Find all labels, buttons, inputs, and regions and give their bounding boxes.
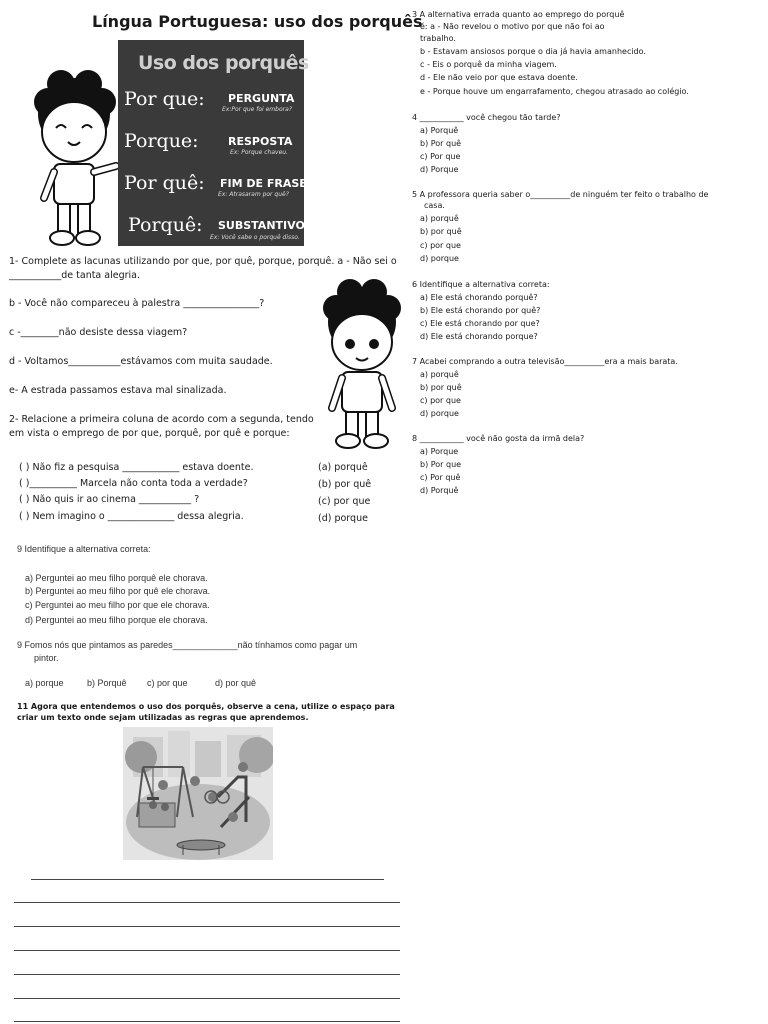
q2-left-3: ( ) Não quis ir ao cinema ___________ ? [19,494,200,505]
q2-right-1: (a) porquê [318,462,368,473]
q7-option-a: a) porquê [420,370,459,379]
q4-stem: 4 ___________ você chegou tão tarde? [412,113,561,122]
q9b-option-b: b) Porquê [87,678,127,688]
q2-stem-line1: 2- Relacione a primeira coluna de acordo com a segunda, tendo [9,414,314,425]
q8-option-b: b) Por que [420,460,462,469]
q7-option-c: c) por que [420,396,461,405]
q7-stem: 7 Acabei comprando a outra televisão__________era a mais barata. [412,357,678,366]
board-word-4: Porquê: [128,214,203,236]
q1-item-b: b - Você não compareceu à palestra ________________? [9,298,265,309]
q3-stem: 3 A alternativa errada quanto ao emprego do porquê [412,10,625,19]
porques-board [118,40,309,246]
q4-option-c: c) Por que [420,152,461,161]
board-word-2: Porque: [124,130,199,152]
q2-left-4: ( ) Nem imagino o ______________ dessa alegria. [19,511,244,522]
writing-line-5[interactable] [14,974,400,975]
q3-line-1: é: a - Não revelou o motivo por que não foi ao [420,22,605,31]
board-example-2: Ex: Porque chaveu. [230,149,288,156]
q6-option-c: c) Ele está chorando por que? [420,319,540,328]
board-example-3: Ex: Atrasaram por quê? [218,191,289,198]
q5-stem-line2: casa. [424,201,445,210]
q6-option-a: a) Ele está chorando porquê? [420,293,538,302]
q1-item-e: e- A estrada passamos estava mal sinalizada. [9,385,227,396]
writing-line-1[interactable] [31,879,384,880]
writing-line-6[interactable] [14,998,400,999]
q3-line-2: trabalho. [420,34,456,43]
q6-stem: 6 Identifique a alternativa correta: [412,280,550,289]
q8-option-a: a) Porque [420,447,459,456]
board-word-1: Por que: [124,88,205,110]
q2-right-4: (d) porque [318,513,368,524]
q4-option-d: d) Porque [420,165,459,174]
q1-item-c: c -________não desiste dessa viagem? [9,327,188,338]
q9a-option-d: d) Perguntei ao meu filho porque ele chorava. [25,615,208,625]
board-word-3: Por quê: [124,172,205,194]
q3-line-4: c - Eis o porquê da minha viagem. [420,60,557,69]
board-example-1: Ex:Por que foi embora? [222,106,292,113]
q3-line-3: b - Estavam ansiosos porque o dia já havia amanhecido. [420,47,646,56]
q1-stem-line1: 1- Complete as lacunas utilizando por que, por quê, porque, porquê. a - Não sei o [9,256,397,267]
q2-right-2: (b) por quê [318,479,372,490]
q4-option-b: b) Por quê [420,139,462,148]
q6-option-d: d) Ele está chorando porque? [420,332,538,341]
q1-item-d: d - Voltamos___________estávamos com muita saudade. [9,356,273,367]
q5-option-a: a) porquê [420,214,459,223]
boy-illustration-1 [26,62,126,252]
q5-option-b: b) por quê [420,227,462,236]
q2-stem-line2: em vista o emprego de por que, porquê, por quê e porque: [9,428,290,439]
board-label-1: PERGUNTA [228,92,295,105]
writing-line-4[interactable] [14,950,400,951]
board-label-2: RESPOSTA [228,135,293,148]
q9b-option-c: c) por que [147,678,188,688]
q8-stem: 8 ___________ você não gosta da irmã dela? [412,434,585,443]
writing-line-2[interactable] [14,902,400,903]
q9b-option-d: d) por quê [215,678,257,688]
q11-stem-line2: criar um texto onde sejam utilizadas as regras que aprendemos. [17,713,309,722]
writing-line-7[interactable] [14,1021,400,1022]
q2-right-3: (c) por que [318,496,371,507]
q5-option-c: c) por que [420,241,461,250]
q9a-option-c: c) Perguntei ao meu filho por que ele chorava. [25,600,210,610]
q9b-stem-line1: 9 Fomos nós que pintamos as paredes_____________não tínhamos como pagar um [17,640,358,650]
q5-option-d: d) porque [420,254,459,263]
writing-line-3[interactable] [14,926,400,927]
q8-option-c: c) Por quê [420,473,461,482]
q7-option-b: b) por quê [420,383,462,392]
q6-option-b: b) Ele está chorando por quê? [420,306,541,315]
q9a-option-b: b) Perguntei ao meu filho por quê ele chorava. [25,586,211,596]
q9a-stem: 9 Identifique a alternativa correta: [17,544,151,554]
board-label-3: FIM DE FRASE [220,177,307,190]
q2-left-1: ( ) Não fiz a pesquisa ____________ estava doente. [19,462,254,473]
q8-option-d: d) Porquê [420,486,459,495]
board-label-4: SUBSTANTIVO [218,219,305,232]
q9b-stem-line2: pintor. [34,653,59,663]
playground-scene-image [123,727,273,860]
q11-stem-line1: 11 Agora que entendemos o uso dos porquês, observe a cena, utilize o espaço para [17,702,395,711]
board-example-4: Ex: Você sabe o porquê disso. [210,234,300,241]
q7-option-d: d) porque [420,409,459,418]
board-header: Uso dos porquês [138,52,309,74]
q4-option-a: a) Porquê [420,126,459,135]
q3-line-5: d - Ele não veio por que estava doente. [420,73,578,82]
boy-illustration-2 [312,278,412,453]
q3-line-6: e - Porque houve um engarrafamento, chegou atrasado ao colégio. [420,87,689,96]
q2-left-2: ( )__________ Marcela não conta toda a verdade? [19,478,248,489]
q9a-option-a: a) Perguntei ao meu filho porquê ele chorava. [25,573,208,583]
q1-stem-line2: ___________de tanta alegria. [9,270,141,281]
page-title: Língua Portuguesa: uso dos porquês [92,12,423,31]
q5-stem-line1: 5 A professora queria saber o__________de ninguém ter feito o trabalho de [412,190,709,199]
q9b-option-a: a) porque [25,678,64,688]
